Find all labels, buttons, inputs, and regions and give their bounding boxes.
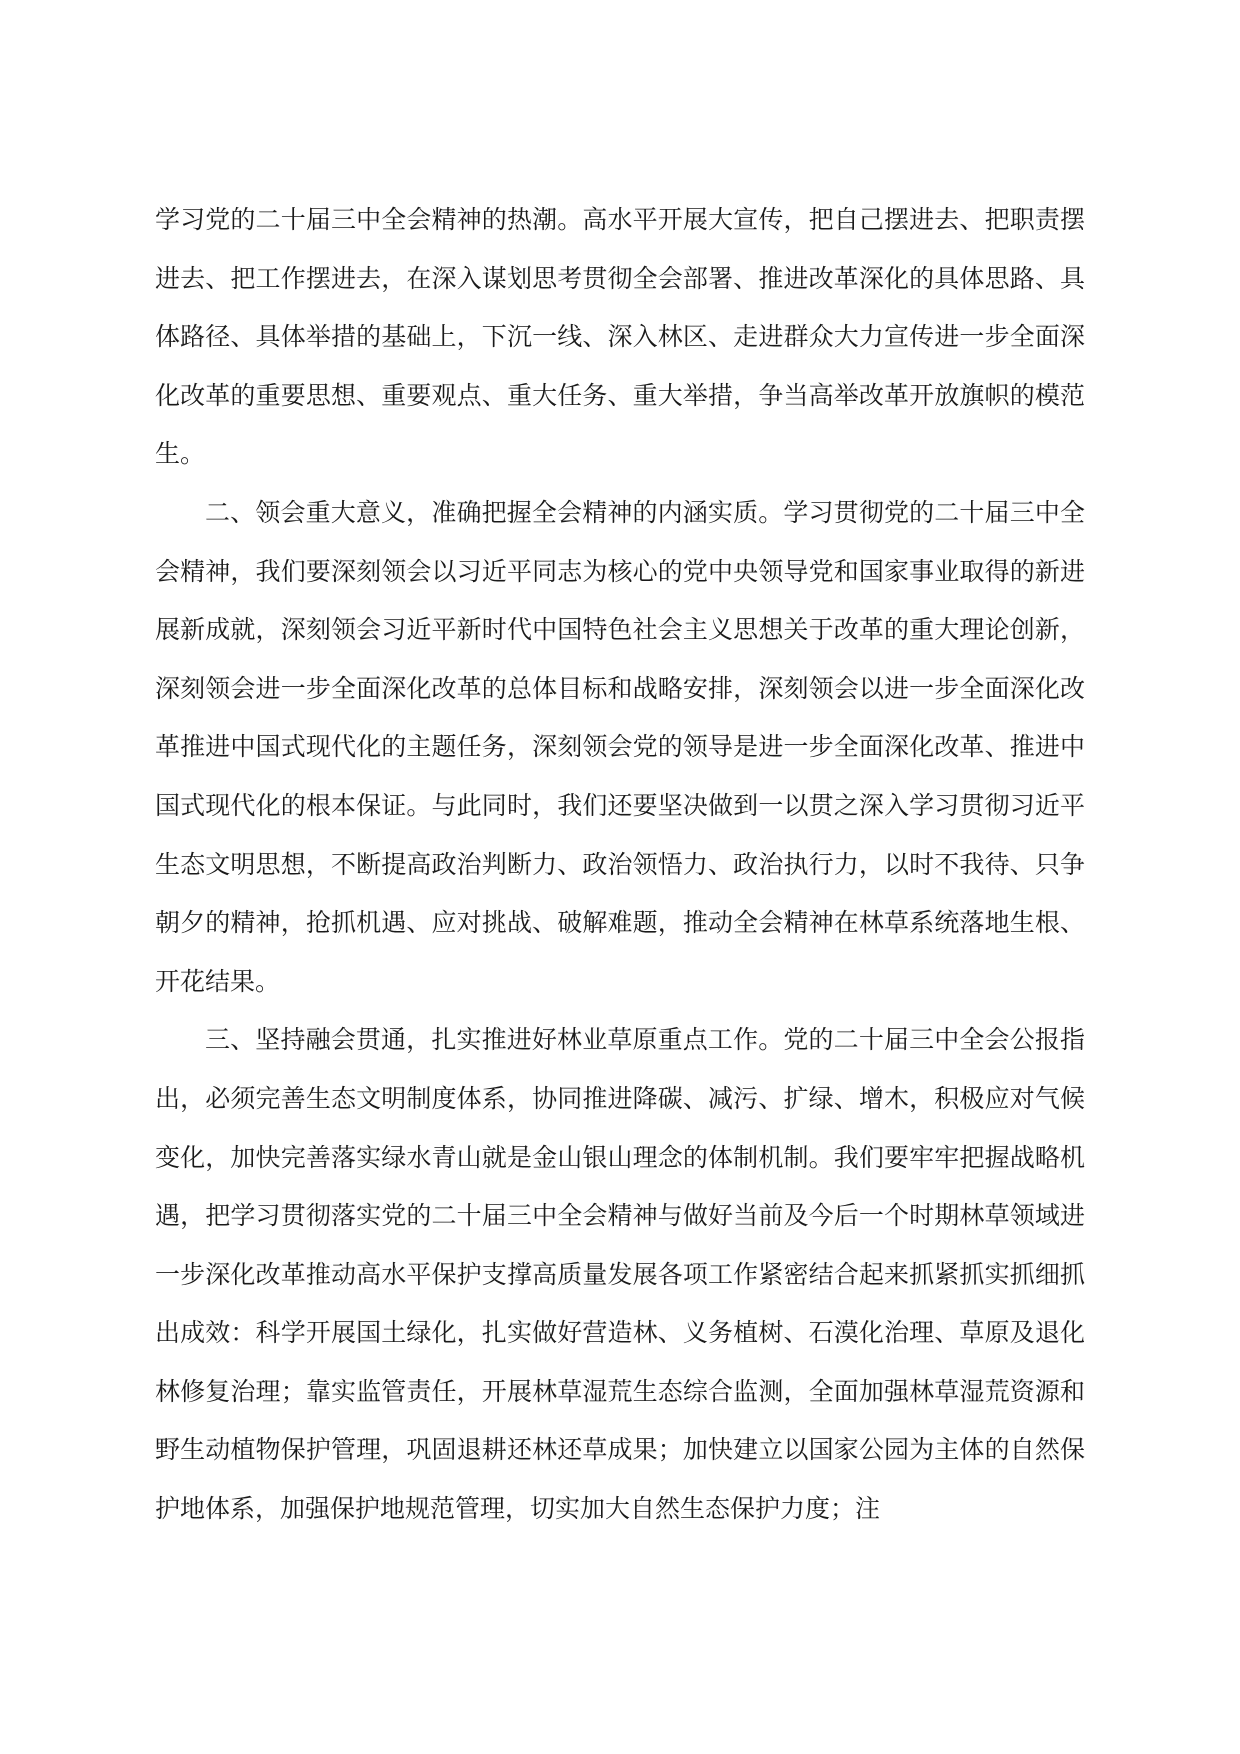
paragraph-section-three: 三、坚持融会贯通，扎实推进好林业草原重点工作。党的二十届三中全会公报指出，必须完善生态文明制度体系，协同推进降碳、减污、扩绿、增木，积极应对气候变化，加快完善落实绿水青山就是金山银山理念的体制机制。我们要牢牢把握战略机遇，把学习贯彻落实党的二十届三中全会精神与做好当前及今后一个时期林草领域进一步深化改革推动高水平保护支撑高质量发展各项工作紧密结合起来抓紧抓实抓细抓出成效：科学开展国土绿化，扎实做好营造林、义务植树、石漠化治理、草原及退化林修复治理；靠实监管责任，开展林草湿荒生态综合监测，全面加强林草湿荒资源和野生动植物保护管理，巩固退耕还林还草成果；加快建立以国家公园为主体的自然保护地体系，加强保护地规范管理，切实加大自然生态保护力度；注: [155, 1025, 1085, 1524]
paragraph-section-two: 二、领会重大意义，准确把握全会精神的内涵实质。学习贯彻党的二十届三中全会精神，我们要深刻领会以习近平同志为核心的党中央领导党和国家事业取得的新进展新成就，深刻领会习近平新时代中国特色社会主义思想关于改革的重大理论创新，深刻领会进一步全面深化改革的总体目标和战略安排，深刻领会以进一步全面深化改革推进中国式现代化的主题任务，深刻领会党的领导是进一步全面深化改革、推进中国式现代化的根本保证。与此同时，我们还要坚决做到一以贯之深入学习贯彻习近平生态文明思想，不断提高政治判断力、政治领悟力、政治执行力，以时不我待、只争朝夕的精神，抢抓机遇、应对挑战、破解难题，推动全会精神在林草系统落地生根、开花结果。: [155, 497, 1085, 996]
document-body: [155, 191, 1085, 1539]
paragraph-continuation: 学习党的二十届三中全会精神的热潮。高水平开展大宣传，把自己摆进去、把职责摆进去、把工作摆进去，在深入谋划思考贯彻全会部署、推进改革深化的具体思路、具体路径、具体举措的基础上，下沉一线、深入林区、走进群众大力宣传进一步全面深化改革的重要思想、重要观点、重大任务、重大举措，争当高举改革开放旗帜的模范生。: [155, 205, 1085, 469]
